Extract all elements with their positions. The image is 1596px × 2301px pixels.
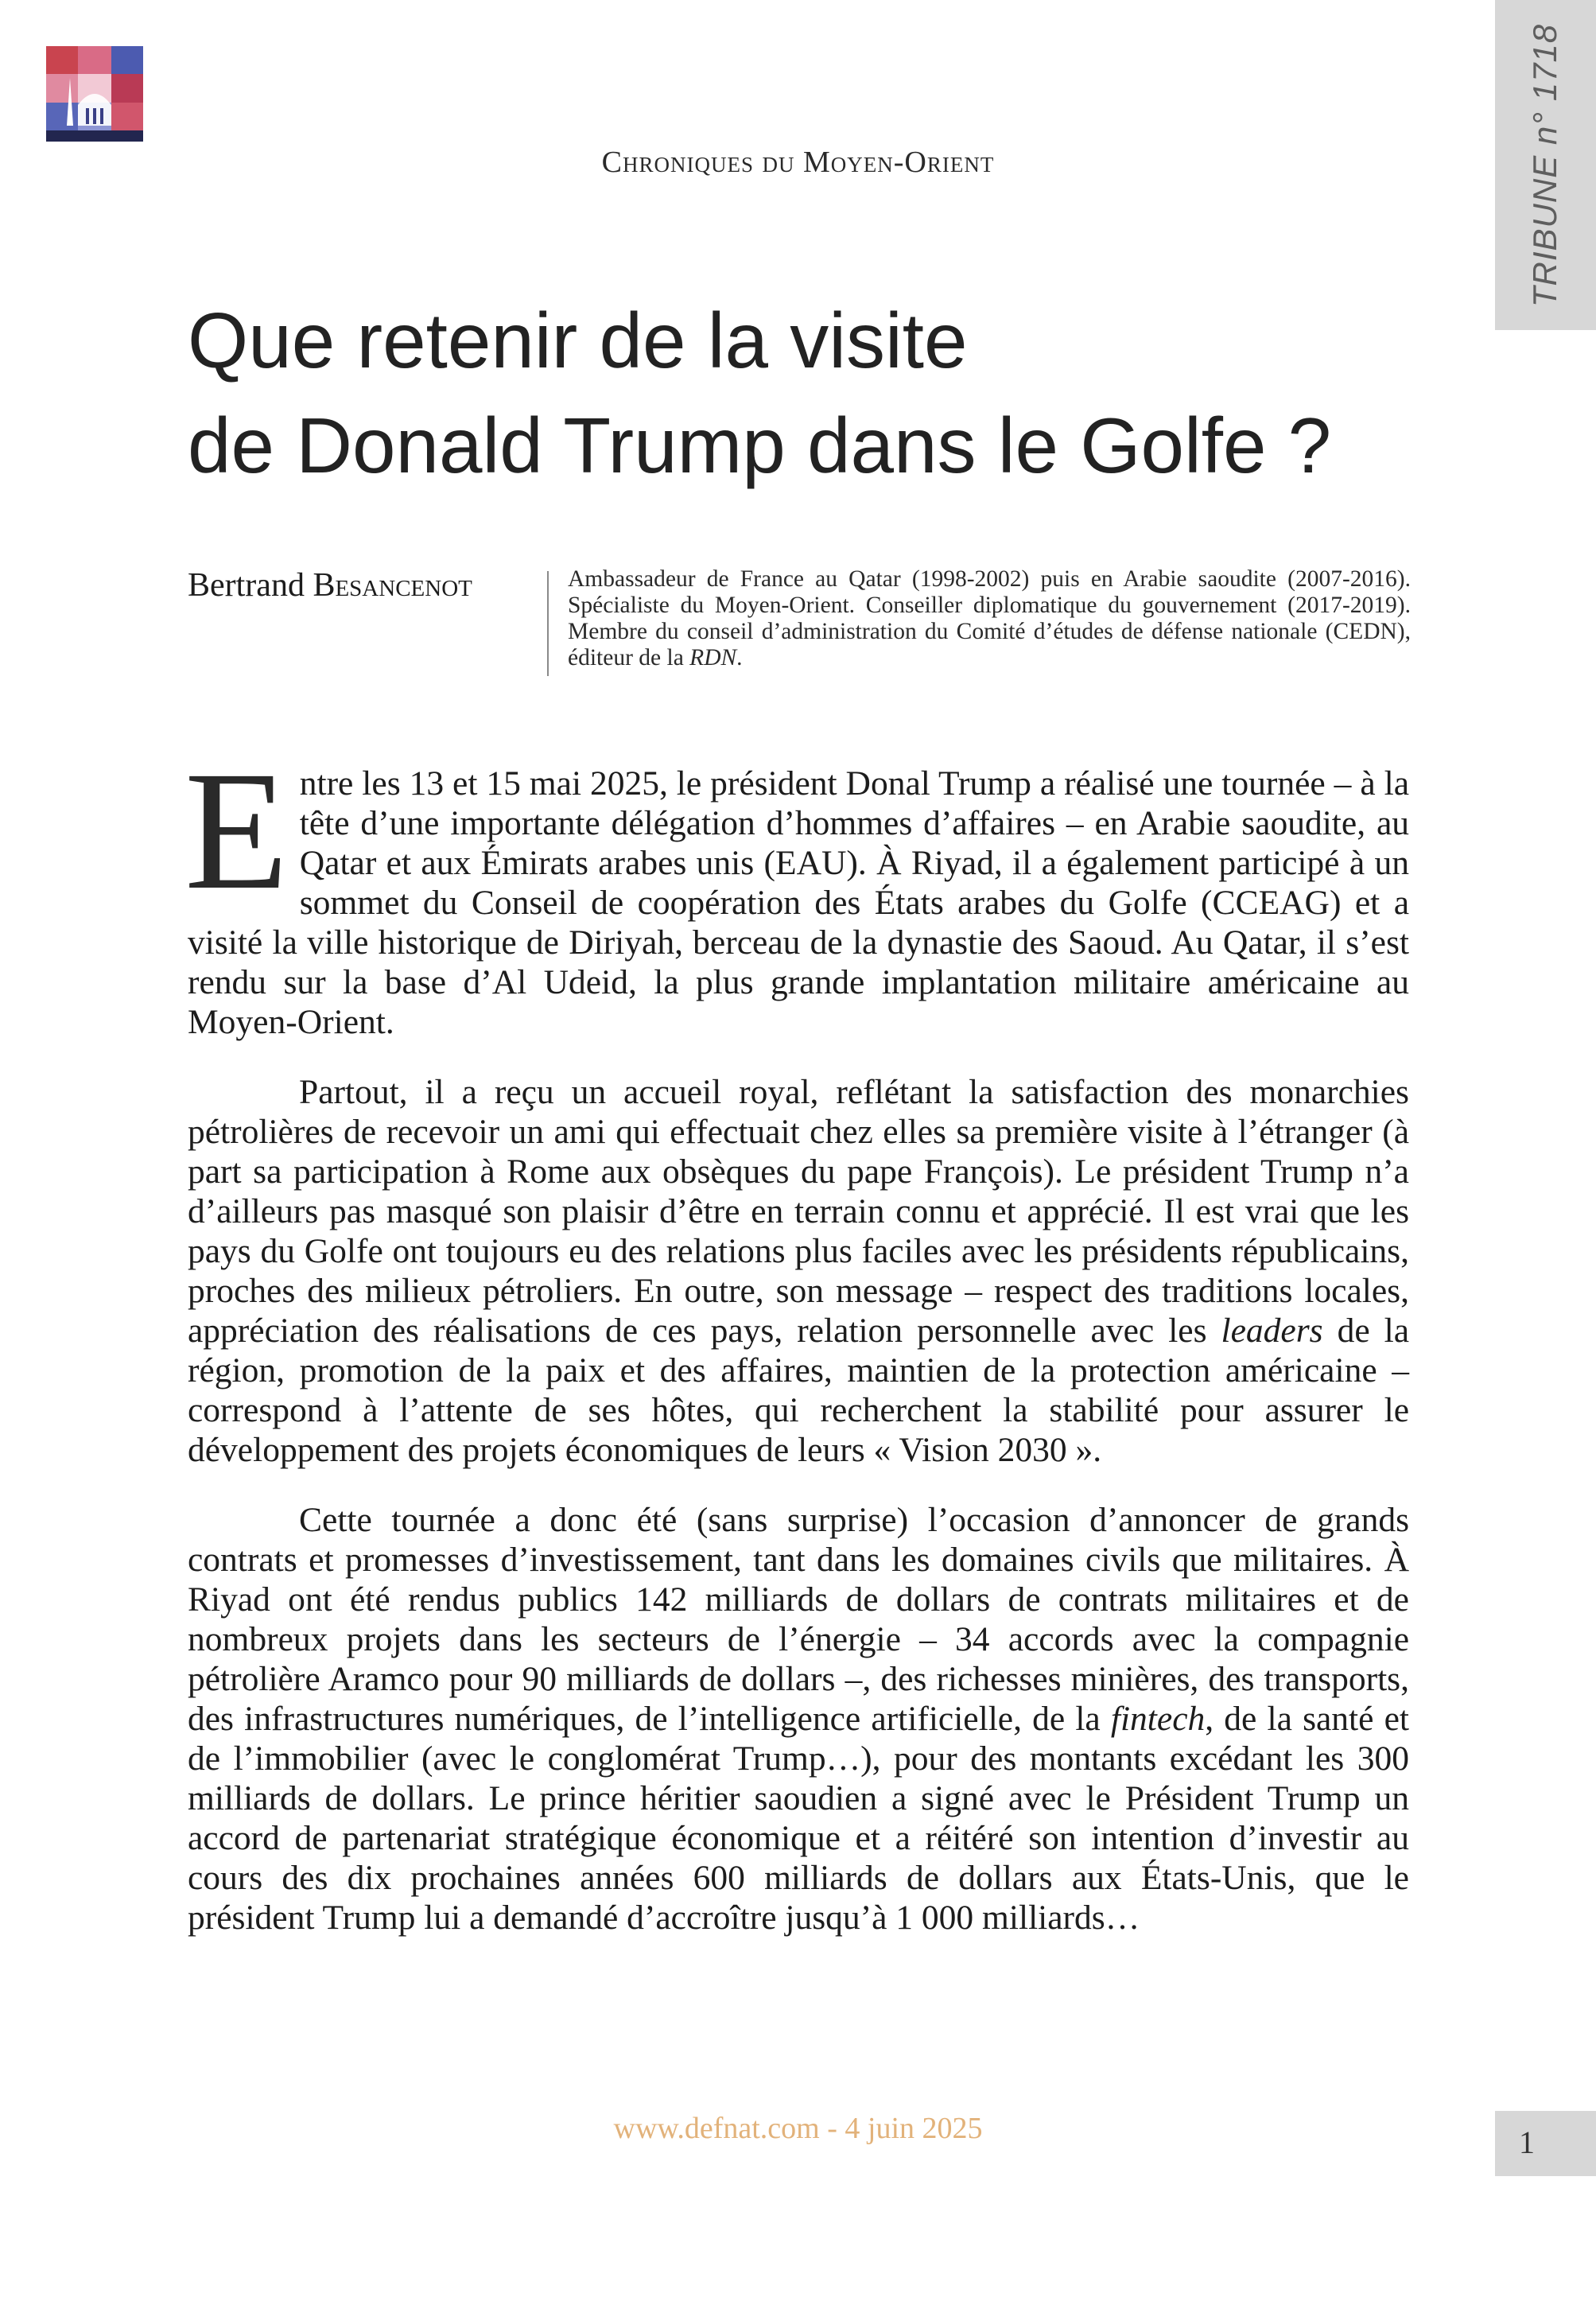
drop-cap: E	[184, 737, 289, 925]
paragraph-2-text-b: de la région, promotion de la paix et des affaires, maintien de la protection américaine – correspond à l’attente de ses hôtes, qui recherchent la stabilité pour assurer le développement des projets économiques de leurs « Vision 2030 ».	[188, 1312, 1410, 1469]
paragraph-2	[188, 1072, 1409, 1470]
title-line-1: Que retenir de la visite	[188, 297, 968, 384]
tribune-number: TRIBUNE n° 1718	[1526, 23, 1563, 308]
author-bio	[568, 566, 1411, 671]
article-body	[184, 737, 1410, 1968]
series-heading: Chroniques du Moyen-Orient	[601, 146, 995, 179]
paragraph-2-italic: leaders	[1221, 1312, 1323, 1350]
paragraph-3-italic: fintech	[1110, 1700, 1206, 1738]
publication-logo	[46, 46, 143, 142]
author-divider	[547, 571, 549, 676]
author-bio-end: .	[736, 645, 743, 670]
author-name	[188, 566, 472, 604]
author-bio-journal: RDN	[689, 645, 737, 670]
paragraph-1	[184, 737, 1409, 1042]
paragraph-3	[188, 1500, 1409, 1938]
author-bio-text: Ambassadeur de France au Qatar (1998-2002) puis en Arabie saoudite (2007-2016). Spécialiste du Moyen-Orient. Conseiller diplomatique du gouvernement (2017-2019). Membre du conseil d’administration du Comité d’études de défense nationale (CEDN), éditeur de la	[568, 566, 1411, 670]
paragraph-1-text: ntre les 13 et 15 mai 2025, le président Donal Trump a réalisé une tournée – à la tête d’une importante délégation d’hommes d’affaires – en Arabie saoudite, au Qatar et aux Émirats arabes unis (EAU). À Riyad, il a également participé à un sommet du Conseil de coopération des États arabes du Golfe (CCEAG) et a visité la ville historique de Diriyah, berceau de la dynastie des Saoud. Au Qatar, il s’est rendu sur la base d’Al Udeid, la plus grande implantation militaire américaine au Moyen-Orient.	[188, 764, 1409, 1041]
paragraph-2-text-a: Partout, il a reçu un accueil royal, reflétant la satisfaction des monarchies pétrolières de recevoir un ami qui effectuait chez elles sa première visite à l’étranger (à part sa participation à Rome aux obsèques du pape François). Le président Trump n’a d’ailleurs pas masqué son plaisir d’être en terrain connu et apprécié. Il est vrai que les pays du Golfe ont toujours eu des relations plus faciles avec les présidents républicains, proches des milieux pétroliers. En outre, son message – respect des traditions locales, appréciation des réalisations de ces pays, relation personnelle avec les	[188, 1073, 1409, 1350]
author-first-name: Bertrand	[188, 567, 305, 604]
paragraph-3-text-b: , de la santé et de l’immobilier (avec le conglomérat Trump…), pour des montants excédant les 300 milliards de dollars. Le prince héritier saoudien a signé avec le Président Trump un accord de partenariat stratégique économique et a réitéré son intention d’investir au cours des dix prochaines années 600 milliards de dollars aux États-Unis, que le président Trump lui a demandé d’accroître jusqu’à 1 000 milliards…	[188, 1700, 1409, 1937]
author-last-name: Besancenot	[313, 567, 472, 604]
article-title	[188, 288, 1460, 498]
page-number: 1	[1519, 2124, 1535, 2160]
page-number-box	[1495, 2111, 1596, 2176]
footer-site-link[interactable]: www.defnat.com - 4 juin 2025	[613, 2112, 983, 2145]
paragraph-3-text-a: Cette tournée a donc été (sans surprise) l’occasion d’annoncer de grands contrats et promesses d’investissement, tant dans les domaines civils que militaires. À Riyad ont été rendus publics 142 milliards de dollars de contrats militaires et de nombreux projets dans les secteurs de l’énergie – 34 accords avec la compagnie pétrolière Aramco pour 90 milliards de dollars –, des richesses minières, des transports, des infrastructures numériques, de l’intelligence artificielle, de la	[188, 1501, 1409, 1738]
title-line-2: de Donald Trump dans le Golfe ?	[188, 402, 1332, 489]
